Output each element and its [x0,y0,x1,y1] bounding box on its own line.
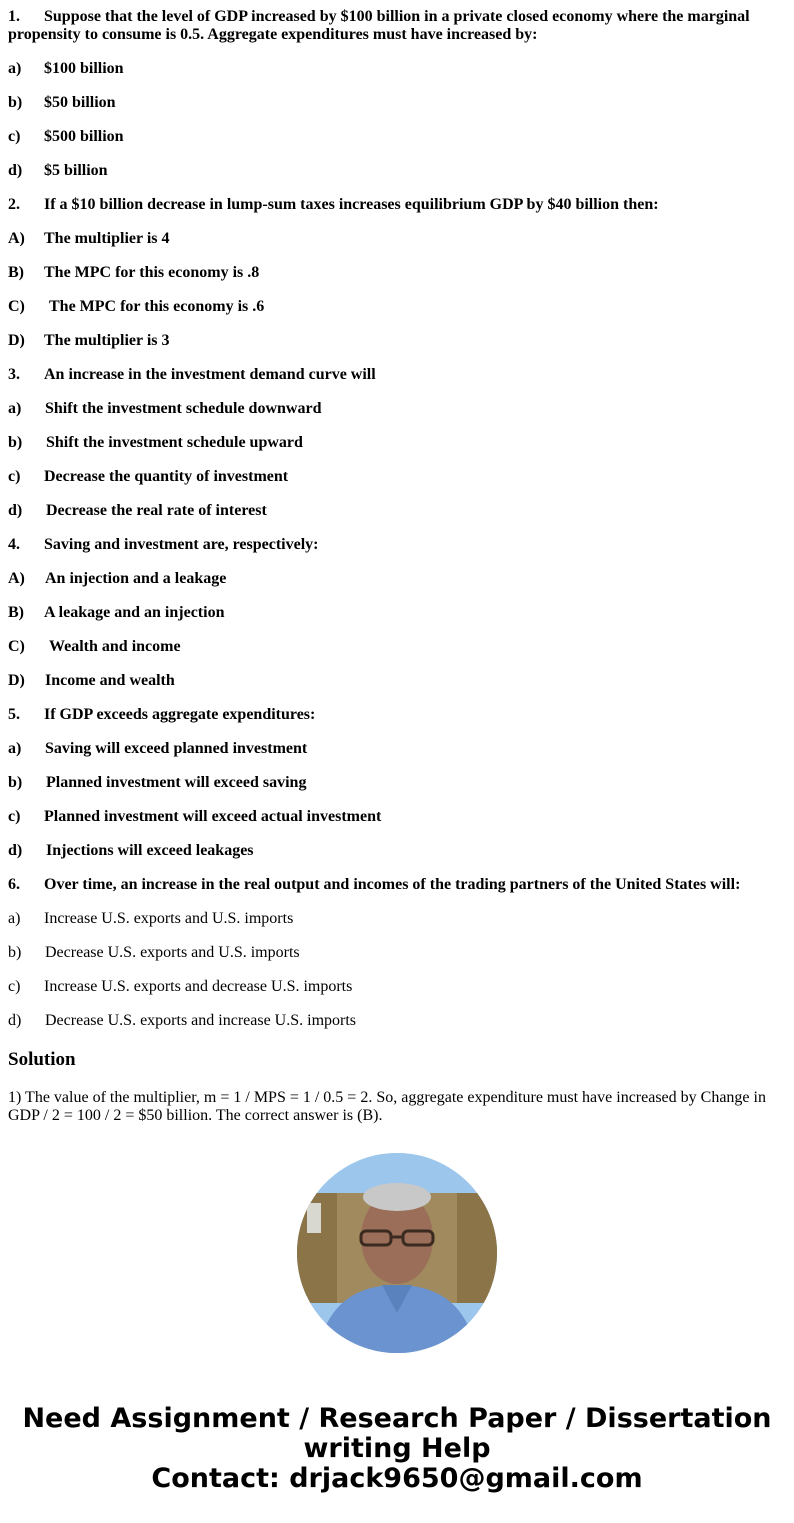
option [8,60,776,78]
option [8,264,776,282]
option-label: A) [8,570,25,587]
option [8,230,776,248]
option-text: $500 billion [44,128,124,145]
option-text: The multiplier is 4 [44,230,170,247]
option-text: The multiplier is 3 [44,332,170,349]
question-number: 5. [8,706,20,723]
question-number: 2. [8,196,20,213]
contact-line-1: Need Assignment / Research Paper / Dissertation writing Help [22,1403,772,1464]
question-text: Over time, an increase in the real output and incomes of the trading partners of the United States will: [44,876,741,893]
option-text: Income and wealth [45,672,175,689]
option-label: C) [8,638,25,655]
question-1 [8,8,776,44]
option-label: C) [8,298,25,315]
option-label: b) [8,434,23,451]
option-text: Shift the investment schedule downward [45,400,322,417]
option [8,502,776,520]
option-text: Saving will exceed planned investment [45,740,308,757]
option-text: The MPC for this economy is .6 [49,298,265,315]
option-label: d) [8,502,23,519]
option-label: B) [8,264,24,281]
option-label: a) [8,910,21,927]
option-label: b) [8,94,23,111]
question-number: 4. [8,536,20,553]
option-text: $5 billion [44,162,108,179]
option [8,842,776,860]
question-text: If GDP exceeds aggregate expenditures: [44,706,316,723]
question-number: 1. [8,8,20,25]
option [8,162,776,180]
solution-heading: Solution [8,1049,76,1070]
option-text: A leakage and an injection [44,604,225,621]
question-6 [8,876,776,894]
question-text: Saving and investment are, respectively: [44,536,319,553]
option [8,774,776,792]
question-4 [8,536,776,554]
option-text: Planned investment will exceed actual investment [44,808,382,825]
question-number: 3. [8,366,20,383]
option-text: Planned investment will exceed saving [46,774,307,791]
option-label: b) [8,944,22,961]
option [8,570,776,588]
option-text: Shift the investment schedule upward [46,434,303,451]
option-text: Increase U.S. exports and U.S. imports [44,910,294,927]
question-text: If a $10 billion decrease in lump-sum taxes increases equilibrium GDP by $40 billion then: [44,196,659,213]
option [8,808,776,826]
option [8,468,776,486]
option-label: d) [8,162,23,179]
option [8,298,776,316]
option [8,1012,776,1030]
option-text: Decrease U.S. exports and U.S. imports [45,944,300,961]
option-label: c) [8,468,21,485]
option [8,434,776,452]
question-5 [8,706,776,724]
option-text: $100 billion [44,60,124,77]
option-text: Injections will exceed leakages [46,842,254,859]
option-text: The MPC for this economy is .8 [44,264,260,281]
option-label: d) [8,842,23,859]
option-label: a) [8,400,22,417]
avatar-portrait-icon [297,1153,497,1353]
option-text: An injection and a leakage [45,570,227,587]
option-text: Increase U.S. exports and decrease U.S. imports [44,978,353,995]
option-label: A) [8,230,25,247]
option [8,978,776,996]
option-label: D) [8,332,25,349]
option-label: D) [8,672,25,689]
option [8,672,776,690]
option [8,638,776,656]
option [8,128,776,146]
option-text: $50 billion [44,94,116,111]
contact-banner [0,1404,794,1494]
solution-text: 1) The value of the multiplier, m = 1 / MPS = 1 / 0.5 = 2. So, aggregate expenditure must have increased by Change in GDP / 2 = 100 / 2 = $50 billion. The correct answer is (B). [8,1089,766,1124]
question-number: 6. [8,876,20,893]
option-label: c) [8,808,21,825]
option-label: a) [8,60,22,77]
option-label: c) [8,128,21,145]
option [8,604,776,622]
option-label: d) [8,1012,22,1029]
option-text: Decrease the quantity of investment [44,468,289,485]
option-label: a) [8,740,22,757]
question-3 [8,366,776,384]
option [8,400,776,418]
option-label: b) [8,774,23,791]
option-text: Decrease U.S. exports and increase U.S. imports [45,1012,357,1029]
avatar [297,1153,497,1353]
question-text: An increase in the investment demand curve will [44,366,376,383]
option-text: Decrease the real rate of interest [46,502,267,519]
option [8,910,776,928]
option-text: Wealth and income [49,638,181,655]
option [8,740,776,758]
option [8,332,776,350]
option [8,944,776,962]
question-text: Suppose that the level of GDP increased by $100 billion in a private closed economy where the marginal propensity to consume is 0.5. Aggregate expenditures must have increased by: [8,8,750,43]
option-label: B) [8,604,24,621]
option-label: c) [8,978,21,995]
contact-line-2: Contact: drjack9650@gmail.com [151,1463,643,1494]
option [8,94,776,112]
question-2 [8,196,776,214]
